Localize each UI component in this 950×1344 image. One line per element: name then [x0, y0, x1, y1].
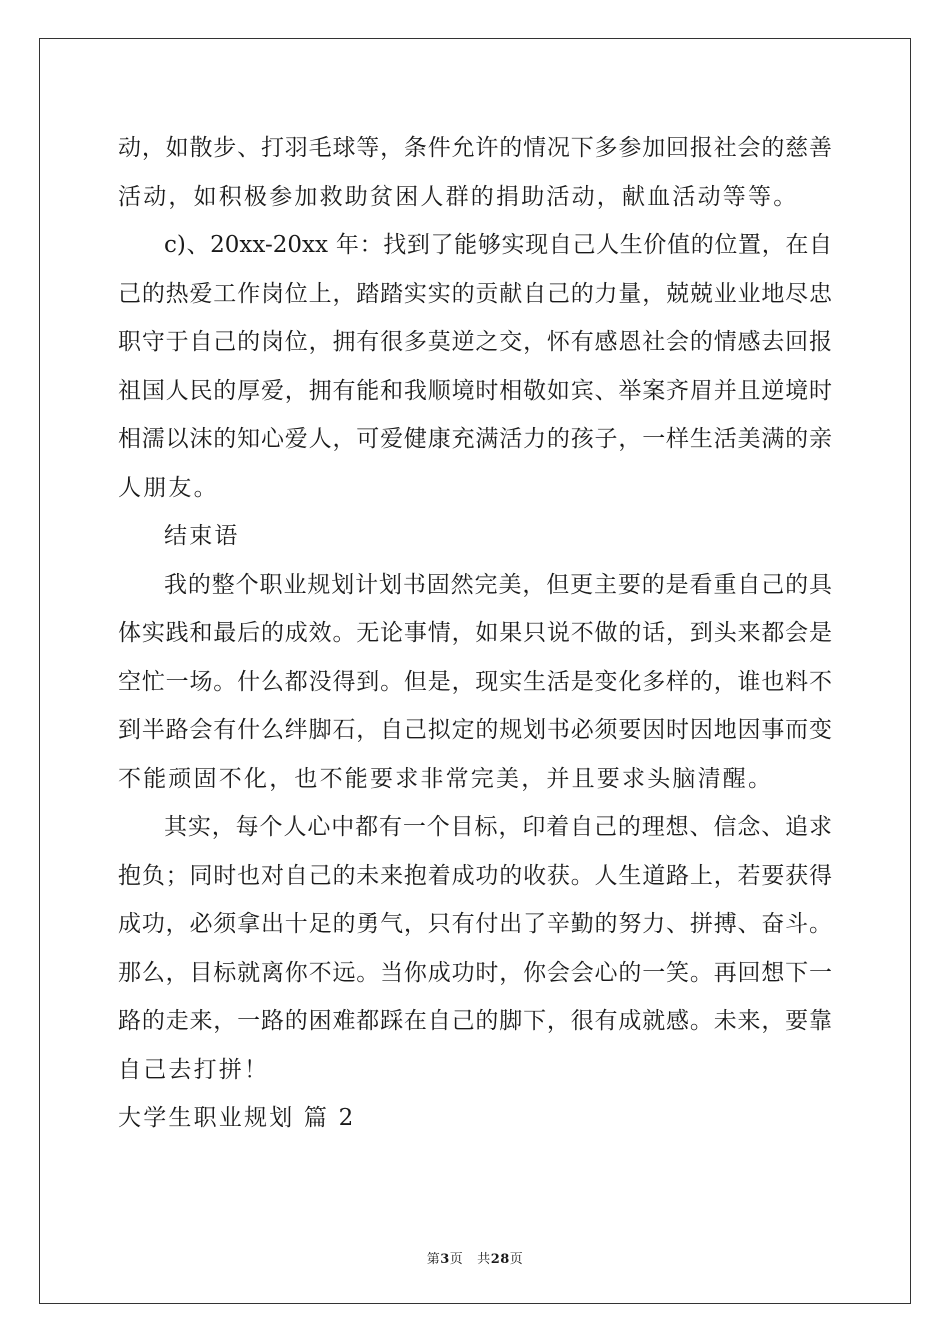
page-number: 3 [440, 1252, 450, 1267]
page-suffix: 页 [449, 1252, 464, 1267]
text-line: 人朋友。 [118, 474, 219, 501]
text-line: 路的走来，一路的困难都踩在自己的脚下，很有成就感。未来，要靠 [118, 1008, 832, 1034]
text-line: 祖国人民的厚爱，拥有能和我顺境时相敬如宾、举案齐眉并且逆境时 [118, 377, 832, 404]
total-pages: 28 [490, 1252, 510, 1267]
document-body [118, 124, 832, 1143]
text-line: 成功，必须拿出十足的勇气，只有付出了辛勤的努力、拼搏、奋斗。 [118, 911, 832, 937]
text-line: c)、20xx-20xx 年：找到了能够实现自己人生价值的位置，在自 [164, 232, 832, 258]
text-line: 那么，目标就离你不远。当你成功时，你会会心的一笑。再回想下一 [118, 959, 832, 986]
text-line: 己的热爱工作岗位上，踏踏实实的贡献自己的力量，兢兢业业地尽忠 [118, 280, 832, 307]
text-line: 不能顽固不化，也不能要求非常完美，并且要求头脑清醒。 [118, 765, 774, 792]
text-line: 职守于自己的岗位，拥有很多莫逆之交，怀有感恩社会的情感去回报 [118, 329, 832, 355]
text-line: 相濡以沫的知心爱人，可爱健康充满活力的孩子，一样生活美满的亲 [118, 426, 832, 452]
text-line: 到半路会有什么绊脚石，自己拟定的规划书必须要因时因地因事而变 [118, 717, 832, 743]
text-line: 空忙一场。什么都没得到。但是，现实生活是变化多样的，谁也料不 [118, 668, 832, 695]
page-footer [0, 1248, 950, 1267]
total-suffix: 页 [509, 1252, 524, 1267]
text-line: 其实，每个人心中都有一个目标，印着自己的理想、信念、追求 [164, 814, 832, 840]
text-line: 大学生职业规划 篇 2 [118, 1105, 356, 1131]
text-line: 体实践和最后的成效。无论事情，如果只说不做的话，到头来都会是 [118, 620, 832, 646]
total-prefix: 共 [477, 1252, 491, 1267]
text-line: 我的整个职业规划计划书固然完美，但更主要的是看重自己的具 [164, 571, 832, 598]
text-line: 自己去打拼！ [118, 1056, 270, 1083]
text-line: 结束语 [164, 523, 240, 549]
text-line: 动，如散步、打羽毛球等，条件允许的情况下多参加回报社会的慈善 [118, 135, 832, 161]
text-line: 活动，如积极参加救助贫困人群的捐助活动，献血活动等等。 [118, 183, 799, 210]
text-line: 抱负；同时也对自己的未来抱着成功的收获。人生道路上，若要获得 [118, 862, 832, 889]
page-prefix: 第 [426, 1252, 441, 1267]
